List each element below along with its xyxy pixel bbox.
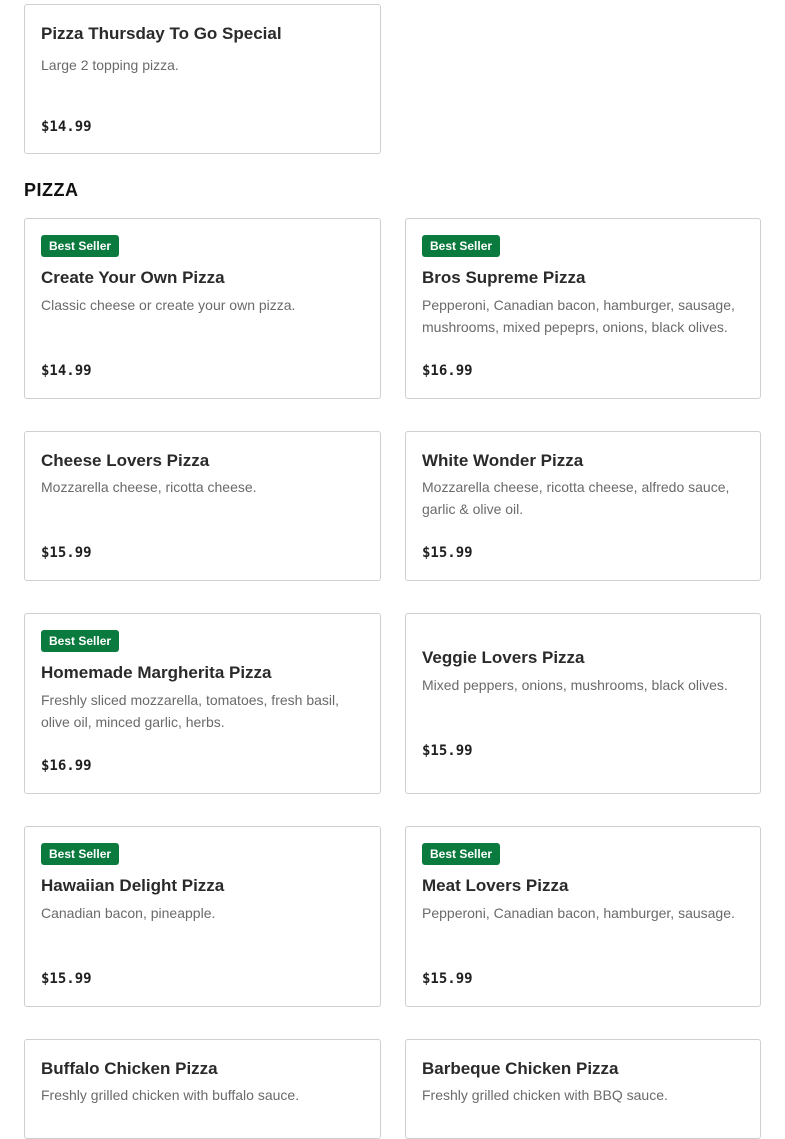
menu-item-card[interactable]	[405, 826, 761, 1007]
menu-item-card[interactable]	[24, 613, 381, 794]
menu-item-description: Mozzarella cheese, ricotta cheese.	[41, 479, 257, 495]
menu-item-card[interactable]	[24, 1039, 381, 1139]
menu-item-description: Pepperoni, Canadian bacon, hamburger, sausage, mushrooms, mixed pepeprs, onions, black olives.	[422, 297, 735, 335]
menu-item-name: Meat Lovers Pizza	[422, 876, 569, 895]
menu-item-card[interactable]	[405, 218, 761, 399]
menu-item-name: Hawaiian Delight Pizza	[41, 876, 225, 895]
menu-item-name: Cheese Lovers Pizza	[41, 451, 210, 470]
menu-item-card[interactable]	[24, 218, 381, 399]
menu-item-name: White Wonder Pizza	[422, 451, 584, 470]
section-title: PIZZA	[24, 180, 79, 200]
menu-item-description: Pepperoni, Canadian bacon, hamburger, sausage.	[422, 905, 735, 921]
menu-item-card[interactable]	[405, 1039, 761, 1139]
menu-item-name: Bros Supreme Pizza	[422, 268, 586, 287]
best-seller-badge: Best Seller	[41, 630, 119, 652]
menu-item-price: $16.99	[41, 758, 92, 774]
menu-item-description: Freshly grilled chicken with BBQ sauce.	[422, 1087, 668, 1103]
menu-item-description: Canadian bacon, pineapple.	[41, 905, 216, 921]
menu-item-price: $16.99	[422, 363, 473, 379]
menu-item-description: Mixed peppers, onions, mushrooms, black olives.	[422, 677, 728, 693]
menu-item-name: Pizza Thursday To Go Special	[41, 24, 282, 43]
menu-item-price: $14.99	[41, 119, 92, 135]
menu-item-name: Homemade Margherita Pizza	[41, 663, 272, 682]
menu-item-card[interactable]	[24, 431, 381, 581]
menu-item-price: $15.99	[41, 971, 92, 987]
best-seller-badge: Best Seller	[422, 843, 500, 865]
menu-item-description: Mozzarella cheese, ricotta cheese, alfredo sauce, garlic & olive oil.	[422, 479, 730, 517]
menu-item-price: $14.99	[41, 363, 92, 379]
menu-item-card[interactable]	[24, 826, 381, 1007]
best-seller-badge: Best Seller	[41, 843, 119, 865]
menu-item-price: $15.99	[422, 545, 473, 561]
menu-item-description: Freshly sliced mozzarella, tomatoes, fresh basil, olive oil, minced garlic, herbs.	[41, 692, 339, 730]
menu-item-card[interactable]	[405, 431, 761, 581]
menu-item-price: $15.99	[422, 971, 473, 987]
menu-item-name: Veggie Lovers Pizza	[422, 648, 585, 667]
menu-item-name: Buffalo Chicken Pizza	[41, 1059, 218, 1078]
menu-item-name: Create Your Own Pizza	[41, 268, 225, 287]
menu-item-description: Classic cheese or create your own pizza.	[41, 297, 296, 313]
best-seller-badge: Best Seller	[41, 235, 119, 257]
best-seller-badge: Best Seller	[422, 235, 500, 257]
menu-item-description: Large 2 topping pizza.	[41, 57, 179, 73]
menu-item-price: $15.99	[41, 545, 92, 561]
menu-item-card[interactable]	[405, 613, 761, 794]
menu-item-price: $15.99	[422, 743, 473, 759]
menu-item-card[interactable]	[24, 4, 381, 154]
menu-item-name: Barbeque Chicken Pizza	[422, 1059, 619, 1078]
menu-item-description: Freshly grilled chicken with buffalo sauce.	[41, 1087, 300, 1103]
